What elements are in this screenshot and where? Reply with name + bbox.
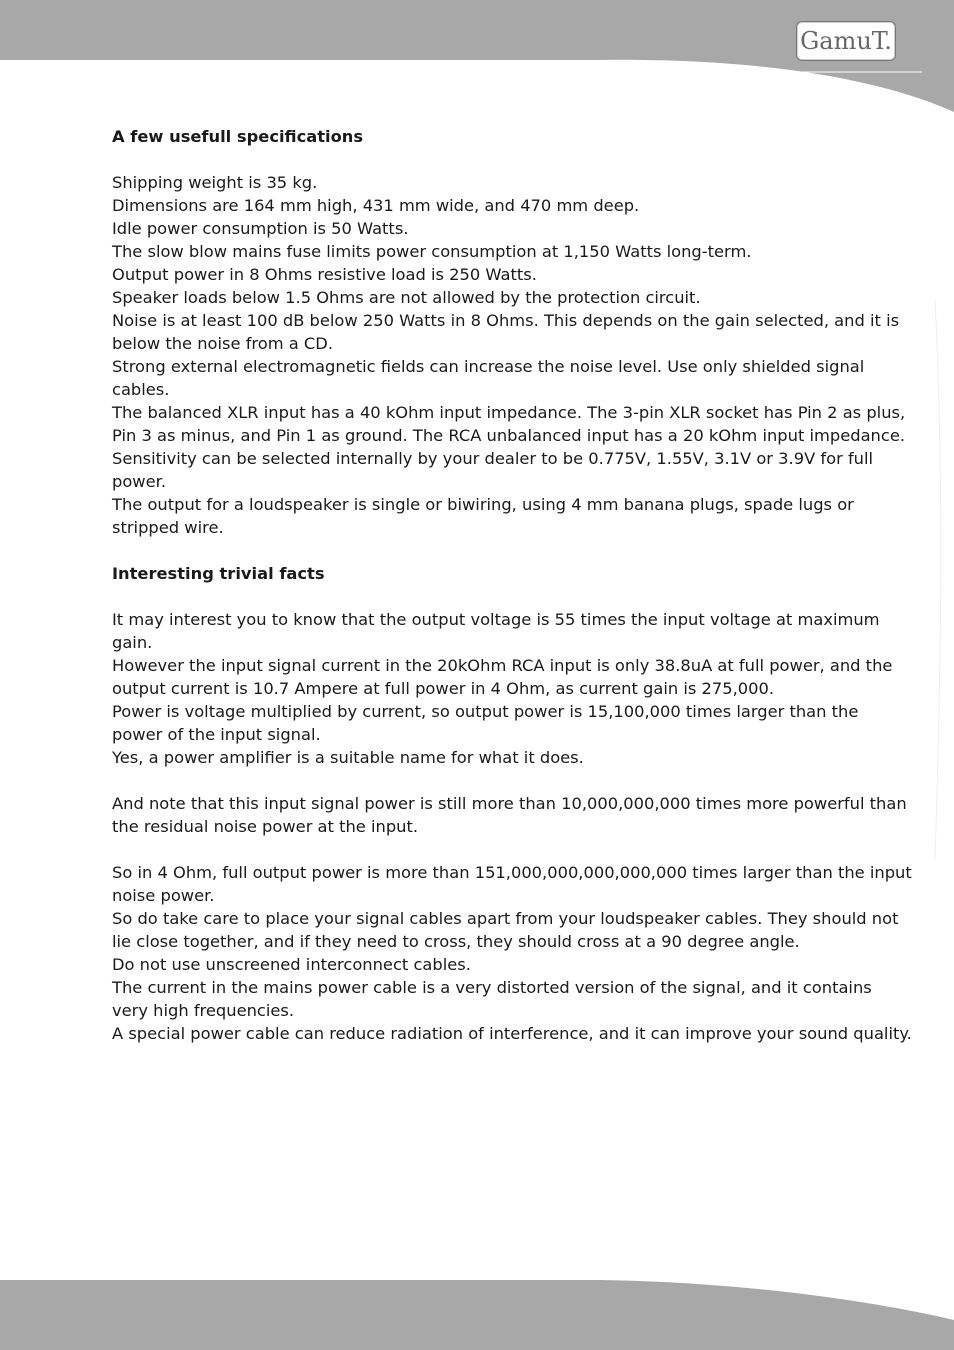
section-heading-specifications: A few usefull specifications (112, 127, 364, 146)
fact-line: It may interest you to know that the output voltage is 55 times the input voltage at maximum gain. (112, 610, 880, 652)
fact-line: So in 4 Ohm, full output power is more than 151,000,000,000,000,000 times larger than the input noise power. (112, 863, 912, 905)
spec-line: The balanced XLR input has a 40 kOhm input impedance. The 3-pin XLR socket has Pin 2 as plus, Pin 3 as minus, and Pin 1 as ground. The RCA unbalanced input has a 20 kOhm input impedance. (112, 403, 906, 445)
logo-text: GamuT. (800, 27, 892, 55)
spec-line: The slow blow mains fuse limits power consumption at 1,150 Watts long-term. (112, 242, 752, 261)
fact-line: Yes, a power amplifier is a suitable name for what it does. (112, 748, 584, 767)
spec-line: The output for a loudspeaker is single or biwiring, using 4 mm banana plugs, spade lugs or stripped wire. (112, 495, 854, 537)
spec-line: Speaker loads below 1.5 Ohms are not allowed by the protection circuit. (112, 288, 701, 307)
fact-line: So do take care to place your signal cables apart from your loudspeaker cables. They should not lie close together, and if they need to cross, they should cross at a 90 degree angle. (112, 909, 899, 951)
footer-band (0, 1280, 954, 1350)
spec-line: Sensitivity can be selected internally by your dealer to be 0.775V, 1.55V, 3.1V or 3.9V for full power. (112, 449, 874, 491)
spec-line: Dimensions are 164 mm high, 431 mm wide, and 470 mm deep. (112, 196, 640, 215)
gamut-logo (796, 21, 896, 61)
watermark-curve (935, 300, 941, 860)
spec-line: Noise is at least 100 dB below 250 Watts in 8 Ohms. This depends on the gain selected, and it is below the noise from a CD. (112, 311, 900, 353)
fact-line: The current in the mains power cable is a very distorted version of the signal, and it contains very high frequencies. (112, 978, 872, 1020)
spec-line: Shipping weight is 35 kg. (112, 173, 318, 192)
spec-line: Strong external electromagnetic fields can increase the noise level. Use only shielded signal cables. (112, 357, 865, 399)
fact-line: However the input signal current in the 20kOhm RCA input is only 38.8uA at full power, and the output current is 10.7 Ampere at full power in 4 Ohm, as current gain is 275,000. (112, 656, 893, 698)
fact-line: Do not use unscreened interconnect cables. (112, 955, 471, 974)
fact-line: And note that this input signal power is still more than 10,000,000,000 times more powerful than the residual noise power at the input. (112, 794, 907, 836)
fact-line: Power is voltage multiplied by current, so output power is 15,100,000 times larger than the power of the input signal. (112, 702, 859, 744)
document-body (112, 125, 912, 1045)
spec-line: Idle power consumption is 50 Watts. (112, 219, 409, 238)
section-heading-trivial-facts: Interesting trivial facts (112, 564, 325, 583)
fact-line: A special power cable can reduce radiation of interference, and it can improve your sound quality. (112, 1024, 912, 1043)
spec-line: Output power in 8 Ohms resistive load is 250 Watts. (112, 265, 537, 284)
